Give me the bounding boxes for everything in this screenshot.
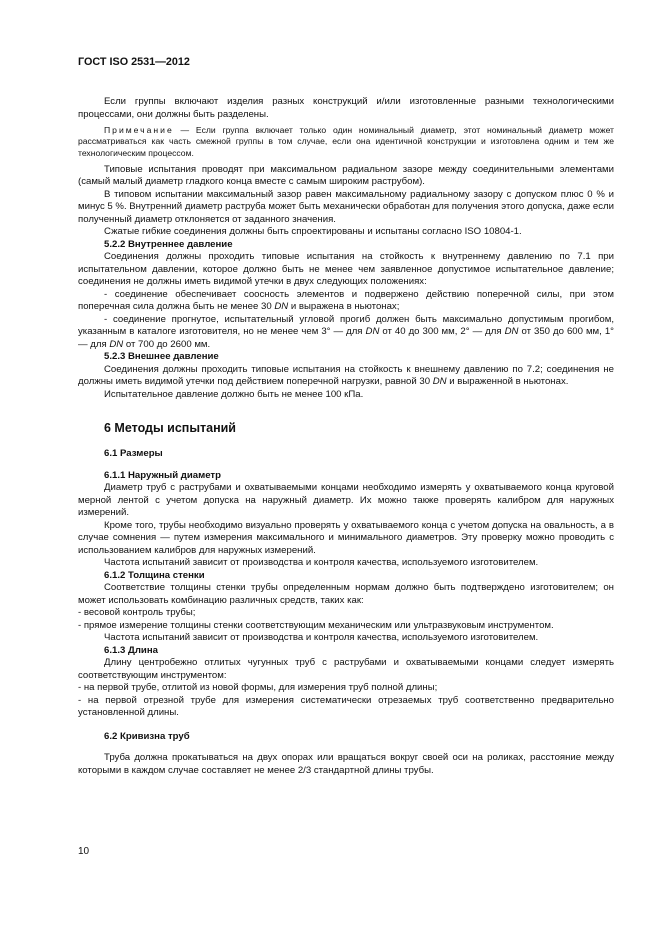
paragraph: Кроме того, трубы необходимо визуально проверять у охватываемого конца с учетом допуска на овальность, а в случае сомнения — путем измерения максимального и минимального диаметров. Эту проверку можно проводить с использованием калибров для наружных измерений. (78, 519, 614, 556)
section-heading-6-1-3: 6.1.3 Длина (104, 644, 158, 656)
paragraph: Если группы включают изделия разных конструкций и/или изготовленные разными технологическими процессами, они должны быть разделены. (78, 96, 614, 120)
section-heading-6-1-1: 6.1.1 Наружный диаметр (104, 469, 221, 481)
document-page (78, 56, 614, 777)
list-item: - соединение прогнутое, испытательный угловой прогиб должен быть максимально допустимым прогибом, указанным в каталоге изготовителя, но не менее чем 3° — для DN от 40 до 300 мм, 2° — для DN от 350 до 600 мм, 1° — для DN от 700 до 2600 мм. (78, 313, 614, 350)
paragraph: Труба должна прокатываться на двух опорах или вращаться вокруг своей оси на роликах, расстояние между которыми в каждом случае составляет не менее 2/3 стандартной длины трубы. (78, 752, 614, 776)
list-item: - на первой отрезной трубе для измерения систематически отрезаемых труб соответственно предварительно установленной длины. (78, 694, 614, 719)
list-item: - весовой контроль трубы; (78, 607, 196, 619)
paragraph: Соответствие толщины стенки трубы определенным нормам должно быть подтверждено изготовителем; он может использовать комбинацию различных средств, таких как: (78, 582, 614, 606)
section-heading-6-2: 6.2 Кривизна труб (104, 730, 190, 742)
section-heading-6: 6 Методы испытаний (104, 421, 236, 436)
list-item: - на первой трубе, отлитой из новой формы, для измерения труб полной длины; (78, 682, 438, 694)
paragraph: Соединения должны проходить типовые испытания на стойкость к внутреннему давлению по 7.1 при испытательном давлении, которое должно быть не менее чем заявленное допустимое испытательное давление; соединения не должны иметь видимой утечки в двух следующих положениях: (78, 251, 614, 288)
section-heading-6-1: 6.1 Размеры (104, 448, 163, 460)
paragraph: В типовом испытании максимальный зазор равен максимальному радиальному зазору с допуском плюс 0 % и минус 5 %. Внутренний диаметр раструба может быть механически обработан для получения этого допуска, даже если полученный диаметр отклоняется от заданного значения. (78, 188, 614, 225)
note-text: — Если группа включает только один номинальный диаметр, этот номинальный диаметр может рассматриваться как часть смежной группы в том случае, если она идентичной конструкции и изготовлена одним и тем же технологическим процессом. (78, 125, 614, 158)
paragraph: Испытательное давление должно быть не менее 100 кПа. (104, 388, 364, 400)
paragraph: Типовые испытания проводят при максимальном радиальном зазоре между соединительными элементами (самый малый диаметр гладкого конца вместе с самым широким раструбом). (78, 163, 614, 188)
document-header: ГОСТ ISO 2531—2012 (78, 56, 190, 68)
list-item: - соединение обеспечивает соосность элементов и подвержено действию поперечной силы, при этом поперечная сила должна быть не менее 30 DN и выражена в ньютонах; (78, 288, 614, 313)
section-heading-5-2-2: 5.2.2 Внутреннее давление (104, 238, 233, 250)
section-heading-6-1-2: 6.1.2 Толщина стенки (104, 569, 205, 581)
paragraph: Длину центробежно отлитых чугунных труб с раструбами и охватываемыми концами следует измерять соответствующим инструментом: (78, 657, 614, 681)
paragraph: Диаметр труб с раструбами и охватываемыми концами необходимо измерять у охватываемого конца круговой мерной лентой с учетом допуска на наружный диаметр. Их можно также проверять калибром для наружных измерений. (78, 482, 614, 519)
paragraph: Соединения должны проходить типовые испытания на стойкость к внешнему давлению по 7.2; соединения не должны иметь видимой утечки под действием поперечной нагрузки, равной 30 DN и выраженной в ньютонах. (78, 363, 614, 388)
paragraph: Сжатые гибкие соединения должны быть спроектированы и испытаны согласно ISO 10804-1. (104, 226, 522, 238)
paragraph: Частота испытаний зависит от производства и контроля качества, используемого изготовителем. (104, 557, 539, 569)
note (78, 125, 614, 159)
note-label: Примечание (104, 125, 174, 135)
page-number: 10 (78, 846, 90, 857)
paragraph: Частота испытаний зависит от производства и контроля качества, используемого изготовителем. (104, 632, 539, 644)
list-item: - прямое измерение толщины стенки соответствующим механическим или ультразвуковым инструментом. (78, 619, 554, 631)
section-heading-5-2-3: 5.2.3 Внешнее давление (104, 351, 219, 363)
